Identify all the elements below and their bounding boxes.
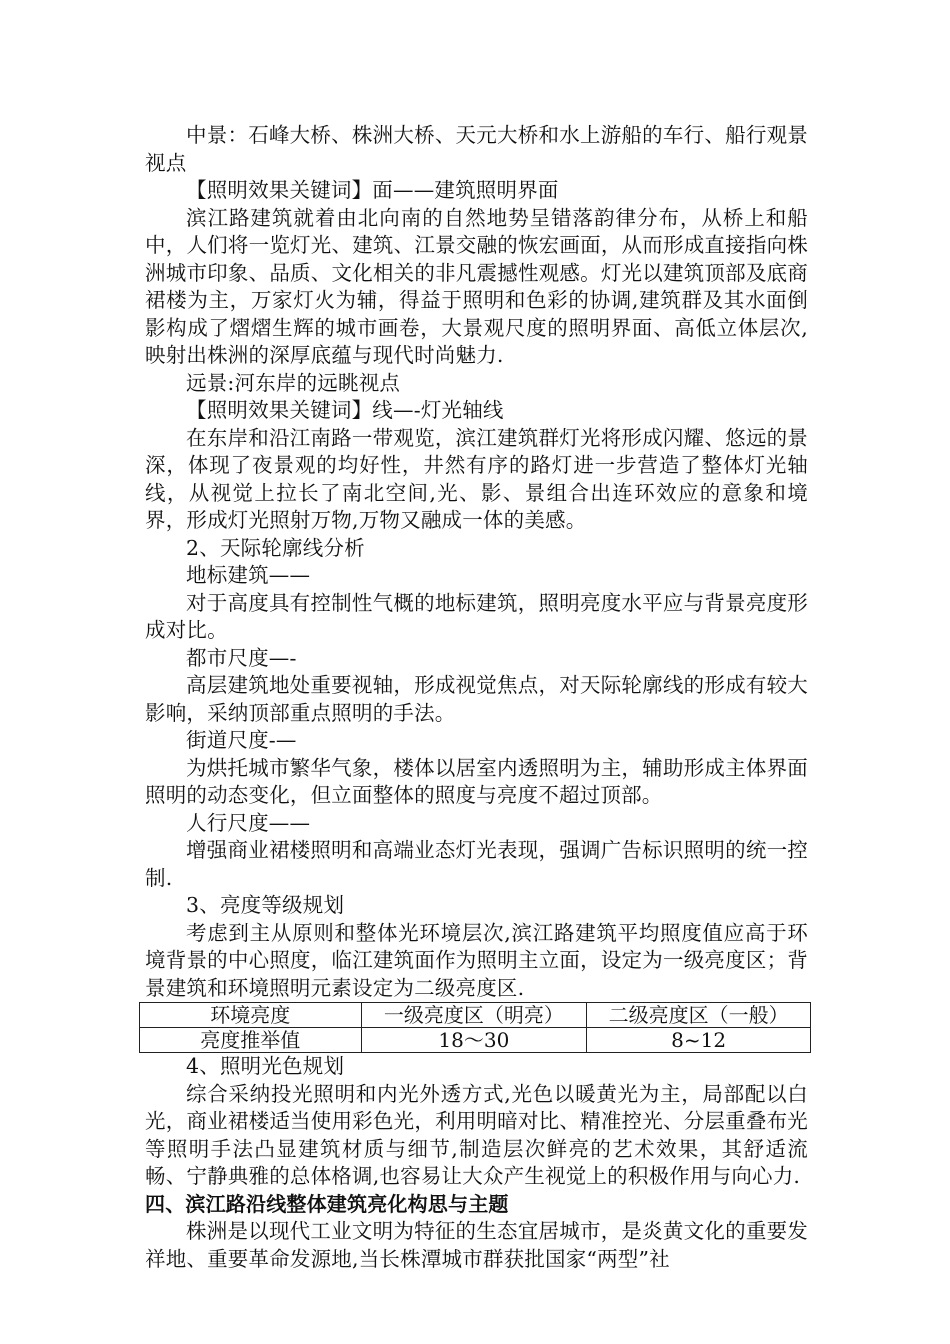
section-brightness: 3、亮度等级规划 (186, 893, 345, 917)
paragraph-surface-body: 滨江路建筑就着由北向南的自然地势呈错落韵律分布，从桥上和船中，人们将一览灯光、建筑、江景交融的恢宏画面，从而形成直接指向株洲城市印象、品质、文化相关的非凡震撼性观感。灯光以建筑顶部及底商裙楼为主，万家灯火为辅，得益于照明和色彩的协调,建筑群及其水面倒影构成了熠熠生辉的城市画卷，大景观尺度的照明界面、高低立体层次,映射出株洲的深厚底蕴与现代时尚魅力. (145, 205, 808, 367)
paragraph-zhuzhou: 株洲是以现代工业文明为特征的生态宜居城市，是炎黄文化的重要发祥地、重要革命发源地,当长株潭城市群获批国家“两型”社 (145, 1219, 808, 1271)
keyword-line: 【照明效果关键词】线—-灯光轴线 (186, 398, 504, 422)
section-skyline: 2、天际轮廓线分析 (186, 535, 365, 560)
section-light-color: 4、照明光色规划 (186, 1054, 345, 1078)
item-pedestrian-scale: 人行尺度—— (186, 810, 311, 835)
chapter-heading: 四、滨江路沿线整体建筑亮化构思与主题 (145, 1191, 509, 1216)
item-street-scale-body: 为烘托城市繁华气象，楼体以居室内透照明为主，辅助形成主体界面照明的动态变化，但立面整体的照度与亮度不超过顶部。 (145, 755, 808, 807)
paragraph-line-body: 在东岸和沿江南路一带观览，滨江建筑群灯光将形成闪耀、悠远的景深，体现了夜景观的均好性，井然有序的路灯进一步营造了整体灯光轴线，从视觉上拉长了南北空间,光、影、景组合出连环效应的意象和境界，形成灯光照射万物,万物又融成一体的美感。 (145, 425, 808, 532)
paragraph-distant-view: 远景:河东岸的远眺视点 (186, 370, 401, 395)
paragraph-midground: 中景：石峰大桥、株洲大桥、天元大桥和水上游船的车行、船行观景视点 (145, 123, 808, 175)
item-city-scale: 都市尺度—- (186, 645, 297, 670)
keyword-surface: 【照明效果关键词】面——建筑照明界面 (186, 178, 559, 202)
document-page (145, 122, 808, 1273)
item-landmark: 地标建筑—— (186, 563, 311, 587)
paragraph-brightness-body: 考虑到主从原则和整体光环境层次,滨江路建筑平均照度值应高于环境背景的中心照度，临江建筑面作为照明主立面，设定为一级亮度区；背景建筑和环境照明元素设定为二级亮度区. (145, 920, 808, 1000)
table-header-row (140, 1003, 811, 1028)
table-cell: 环境亮度 (140, 1003, 362, 1028)
item-pedestrian-scale-body: 增强商业裙楼照明和高端业态灯光表现，强调广告标识照明的统一控制. (145, 838, 808, 890)
brightness-table (139, 1002, 811, 1053)
paragraph-light-color-body: 综合采纳投光照明和内光外透方式,光色以暖黄光为主，局部配以白光，商业裙楼适当使用彩色光，利用明暗对比、精准控光、分层重叠布光等照明手法凸显建筑材质与细节,制造层次鲜亮的艺术效果，其舒适流畅、宁静典雅的总体格调,也容易让大众产生视觉上的积极作用与向心力. (145, 1081, 808, 1188)
item-landmark-body: 对于高度具有控制性气概的地标建筑，照明亮度水平应与背景亮度形成对比。 (145, 590, 808, 642)
table-cell: 亮度推举值 (140, 1028, 362, 1053)
table-cell: 18～30 (361, 1028, 587, 1053)
table-cell: 一级亮度区（明亮） (361, 1003, 587, 1028)
item-street-scale: 街道尺度-— (186, 728, 297, 752)
table-row (140, 1028, 811, 1053)
table-cell: 二级亮度区（一般） (587, 1003, 811, 1028)
table-cell: 8~12 (587, 1028, 811, 1053)
item-city-scale-body: 高层建筑地处重要视轴，形成视觉焦点，对天际轮廓线的形成有较大影响，采纳顶部重点照明的手法。 (145, 673, 808, 725)
